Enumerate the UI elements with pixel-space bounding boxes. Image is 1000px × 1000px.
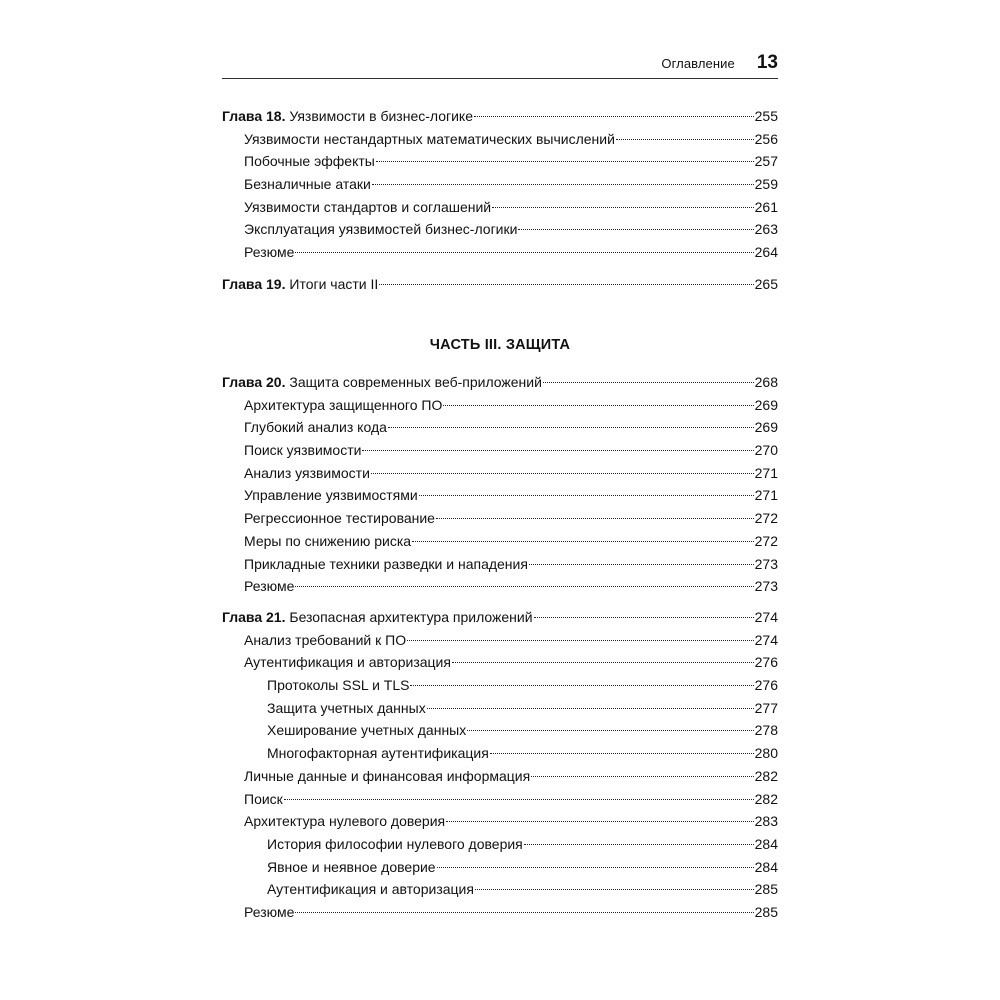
- toc-section-entry[interactable]: [222, 196, 778, 219]
- toc-page-number: 273: [754, 555, 778, 572]
- section-title: Поиск: [244, 790, 283, 807]
- toc-chapter-19: [222, 273, 778, 296]
- dot-leader: [427, 708, 754, 709]
- toc-chapter-21: [222, 606, 778, 924]
- toc-page-number: 276: [754, 654, 778, 671]
- header-rule: [222, 78, 778, 79]
- toc-page-number: 259: [754, 176, 778, 193]
- section-title: Анализ требований к ПО: [244, 631, 407, 648]
- chapter-number: Глава 20.: [222, 374, 286, 390]
- dot-leader: [443, 405, 753, 406]
- toc-subsection-entry[interactable]: [222, 674, 778, 697]
- dot-leader: [467, 730, 753, 731]
- running-title: Оглавление: [661, 56, 735, 71]
- toc-subsection-entry[interactable]: [222, 697, 778, 720]
- dot-leader: [412, 541, 754, 542]
- section-title: Личные данные и финансовая информация: [244, 767, 531, 784]
- toc-subsection-entry[interactable]: [222, 833, 778, 856]
- dot-leader: [419, 495, 754, 496]
- part-heading: ЧАСТЬ III. ЗАЩИТА: [429, 337, 571, 353]
- chapter-number: Глава 21.: [222, 609, 286, 625]
- toc-page-number: 271: [754, 487, 778, 504]
- chapter-title: Безопасная архитектура приложений: [289, 609, 533, 625]
- toc-section-entry[interactable]: [222, 462, 778, 485]
- toc-page-number: 265: [754, 276, 778, 292]
- toc-chapter-18: [222, 105, 778, 264]
- section-title: Меры по снижению риска: [244, 532, 412, 549]
- toc-section-entry[interactable]: [222, 484, 778, 507]
- toc-section-entry[interactable]: [222, 629, 778, 652]
- dot-leader: [524, 844, 754, 845]
- toc-page-number: 271: [754, 464, 778, 481]
- subsection-title: История философии нулевого доверия: [267, 835, 523, 852]
- section-title: Регрессионное тестирование: [244, 510, 435, 527]
- dot-leader: [295, 586, 753, 587]
- dot-leader: [376, 161, 754, 162]
- dot-leader: [437, 867, 754, 868]
- toc-page-number: 256: [754, 130, 778, 147]
- toc-section-entry[interactable]: [222, 765, 778, 788]
- section-title: Уязвимости нестандартных математических вычислений: [244, 130, 615, 147]
- dot-leader: [410, 685, 753, 686]
- chapter-number: Глава 18.: [222, 108, 286, 124]
- dot-leader: [362, 450, 753, 451]
- toc-page-number: 269: [754, 396, 778, 413]
- toc-chapter-entry[interactable]: [222, 371, 778, 394]
- toc-section-entry[interactable]: [222, 218, 778, 241]
- section-title: Резюме: [244, 244, 295, 261]
- dot-leader: [492, 207, 754, 208]
- toc-subsection-entry[interactable]: [222, 742, 778, 765]
- toc-page-number: 278: [754, 722, 778, 739]
- dot-leader: [295, 252, 753, 253]
- toc-section-entry[interactable]: [222, 901, 778, 924]
- dot-leader: [407, 640, 754, 641]
- subsection-title: Многофакторная аутентификация: [267, 745, 489, 762]
- section-title: Управление уязвимостями: [244, 487, 418, 504]
- toc-chapter-entry[interactable]: [222, 606, 778, 629]
- toc-page-number: 284: [754, 858, 778, 875]
- dot-leader: [518, 229, 753, 230]
- dot-leader: [531, 776, 753, 777]
- toc-chapter-20: [222, 371, 778, 598]
- toc-subsection-entry[interactable]: [222, 719, 778, 742]
- section-title: Архитектура нулевого доверия: [244, 813, 446, 830]
- toc-section-entry[interactable]: [222, 553, 778, 576]
- chapter-title: Уязвимости в бизнес-логике: [289, 108, 473, 124]
- toc-subsection-entry[interactable]: [222, 856, 778, 879]
- subsection-title: Аутентификация и авторизация: [267, 881, 474, 898]
- dot-leader: [529, 564, 754, 565]
- section-title: Поиск уязвимости: [244, 442, 362, 459]
- section-title: Уязвимости стандартов и соглашений: [244, 198, 492, 215]
- toc-page-number: 282: [754, 790, 778, 807]
- dot-leader: [543, 382, 754, 383]
- toc-section-entry[interactable]: [222, 416, 778, 439]
- chapter-title: Итоги части II: [289, 276, 379, 292]
- toc-page-number: 263: [754, 221, 778, 238]
- dot-leader: [474, 116, 754, 117]
- dot-leader: [295, 912, 753, 913]
- toc-page-number: 268: [754, 374, 778, 390]
- toc-section-entry[interactable]: [222, 651, 778, 674]
- subsection-title: Хеширование учетных данных: [267, 722, 467, 739]
- dot-leader: [490, 753, 754, 754]
- toc-section-entry[interactable]: [222, 128, 778, 151]
- toc-chapter-entry[interactable]: [222, 105, 778, 128]
- section-title: Анализ уязвимости: [244, 464, 370, 481]
- toc-section-entry[interactable]: [222, 439, 778, 462]
- section-title: Безналичные атаки: [244, 176, 371, 193]
- toc-page-number: 261: [754, 198, 778, 215]
- toc-page-number: 257: [754, 153, 778, 170]
- dot-leader: [475, 889, 754, 890]
- toc-section-entry[interactable]: [222, 575, 778, 598]
- toc-page-number: 274: [754, 609, 778, 625]
- section-title: Эксплуатация уязвимостей бизнес-логики: [244, 221, 518, 238]
- dot-leader: [379, 284, 753, 285]
- section-title: Архитектура защищенного ПО: [244, 396, 443, 413]
- toc-page-number: 272: [754, 532, 778, 549]
- toc-page-number: 273: [754, 578, 778, 595]
- section-title: Аутентификация и авторизация: [244, 654, 451, 671]
- toc-page-number: 255: [754, 108, 778, 124]
- section-title: Прикладные техники разведки и нападения: [244, 555, 528, 572]
- section-title: Резюме: [244, 903, 295, 920]
- toc-page-number: 283: [754, 813, 778, 830]
- toc-section-entry[interactable]: [222, 810, 778, 833]
- page-number: 13: [756, 52, 778, 73]
- toc-page-number: 285: [754, 903, 778, 920]
- toc-section-entry[interactable]: [222, 530, 778, 553]
- toc-page-number: 272: [754, 510, 778, 527]
- dot-leader: [446, 821, 754, 822]
- toc-section-entry[interactable]: [222, 150, 778, 173]
- toc-page-number: 285: [754, 881, 778, 898]
- subsection-title: Явное и неявное доверие: [267, 858, 436, 875]
- toc-page-number: 284: [754, 835, 778, 852]
- dot-leader: [452, 662, 754, 663]
- section-title: Резюме: [244, 578, 295, 595]
- toc-page-number: 276: [754, 677, 778, 694]
- toc-page-number: 280: [754, 745, 778, 762]
- chapter-number: Глава 19.: [222, 276, 286, 292]
- section-title: Побочные эффекты: [244, 153, 375, 170]
- toc-page-number: 277: [754, 699, 778, 716]
- page-header: [222, 52, 778, 80]
- toc-page-number: 269: [754, 419, 778, 436]
- subsection-title: Защита учетных данных: [267, 699, 426, 716]
- dot-leader: [534, 617, 754, 618]
- toc-subsection-entry[interactable]: [222, 878, 778, 901]
- dot-leader: [388, 427, 754, 428]
- toc-section-entry[interactable]: [222, 788, 778, 811]
- dot-leader: [371, 473, 754, 474]
- toc-section-entry[interactable]: [222, 241, 778, 264]
- section-title: Глубокий анализ кода: [244, 419, 387, 436]
- subsection-title: Протоколы SSL и TLS: [267, 677, 410, 694]
- toc-chapter-entry[interactable]: [222, 273, 778, 296]
- toc-section-entry[interactable]: [222, 507, 778, 530]
- dot-leader: [616, 139, 754, 140]
- toc-page-number: 264: [754, 244, 778, 261]
- toc-section-entry[interactable]: [222, 173, 778, 196]
- toc-page-number: 274: [754, 631, 778, 648]
- dot-leader: [372, 184, 754, 185]
- chapter-title: Защита современных веб-приложений: [289, 374, 542, 390]
- dot-leader: [436, 518, 754, 519]
- dot-leader: [284, 799, 754, 800]
- toc-page-number: 282: [754, 767, 778, 784]
- toc-page-number: 270: [754, 442, 778, 459]
- toc-section-entry[interactable]: [222, 394, 778, 417]
